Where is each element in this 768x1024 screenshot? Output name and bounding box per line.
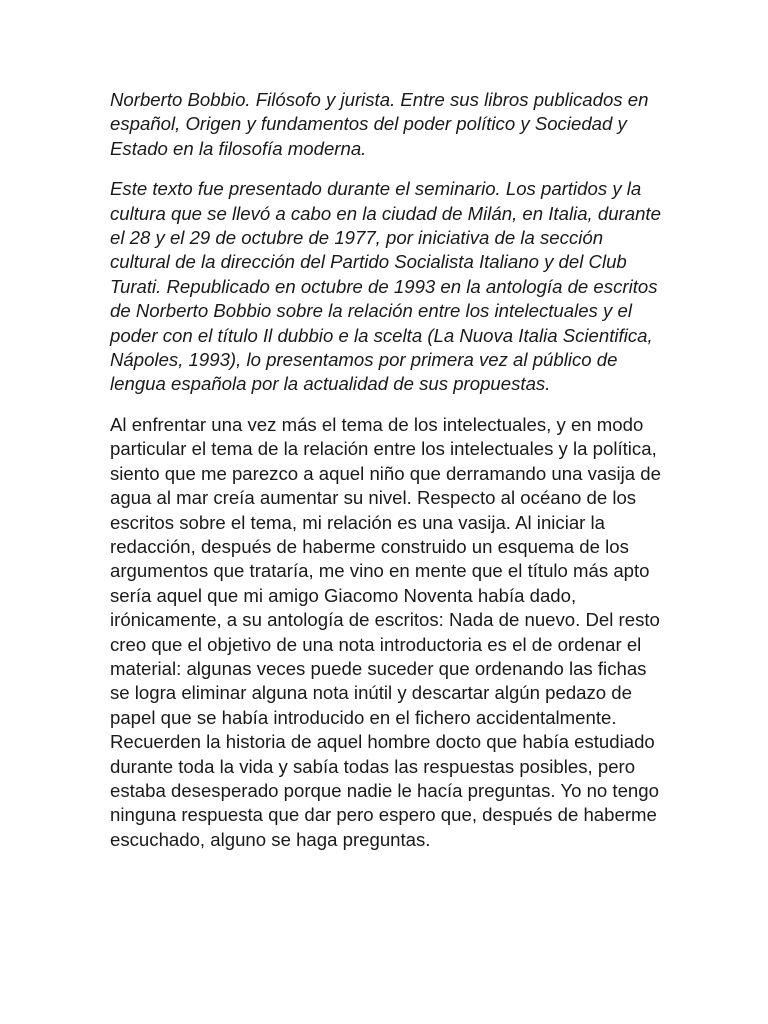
author-bio-paragraph: Norberto Bobbio. Filósofo y jurista. Entre sus libros publicados en español, Origen y fundamentos del poder político y Sociedad y Estado en la filosofía moderna. [110,89,649,159]
source-note-paragraph: Este texto fue presentado durante el seminario. Los partidos y la cultura que se llevó a cabo en la ciudad de Milán, en Italia, durante el 28 y el 29 de octubre de 1977, por iniciativa de la sección cultural de la dirección del Partido Socialista Italiano y del Club Turati. Republicado en octubre de 1993 en la antología de escritos de Norberto Bobbio sobre la relación entre los intelectuales y el poder con el título Il dubbio e la scelta (La Nuova Italia Scientifica, Nápoles, 1993), lo presentamos por primera vez al público de lengua española por la actualidad de sus propuestas. [110,178,661,395]
document-body [110,88,666,868]
body-paragraph: Al enfrentar una vez más el tema de los intelectuales, y en modo particular el tema de la relación entre los intelectuales y la política, siento que me parezco a aquel niño que derramando una vasija de agua al mar creía aumentar su nivel. Respecto al océano de los escritos sobre el tema, mi relación es una vasija. Al iniciar la redacción, después de haberme construido un esquema de los argumentos que trataría, me vino en mente que el título más apto sería aquel que mi amigo Giacomo Noventa había dado, irónicamente, a su antología de escritos: Nada de nuevo. Del resto creo que el objetivo de una nota introductoria es el de ordenar el material: algunas veces puede suceder que ordenando las fichas se logra eliminar alguna nota inútil y descartar algún pedazo de papel que se había introducido en el fichero accidentalmente. Recuerden la historia de aquel hombre docto que había estudiado durante toda la vida y sabía todas las respuestas posibles, pero estaba desesperado porque nadie le hacía preguntas. Yo no tengo ninguna respuesta que dar pero espero que, después de haberme escuchado, alguno se haga preguntas. [110,413,661,850]
